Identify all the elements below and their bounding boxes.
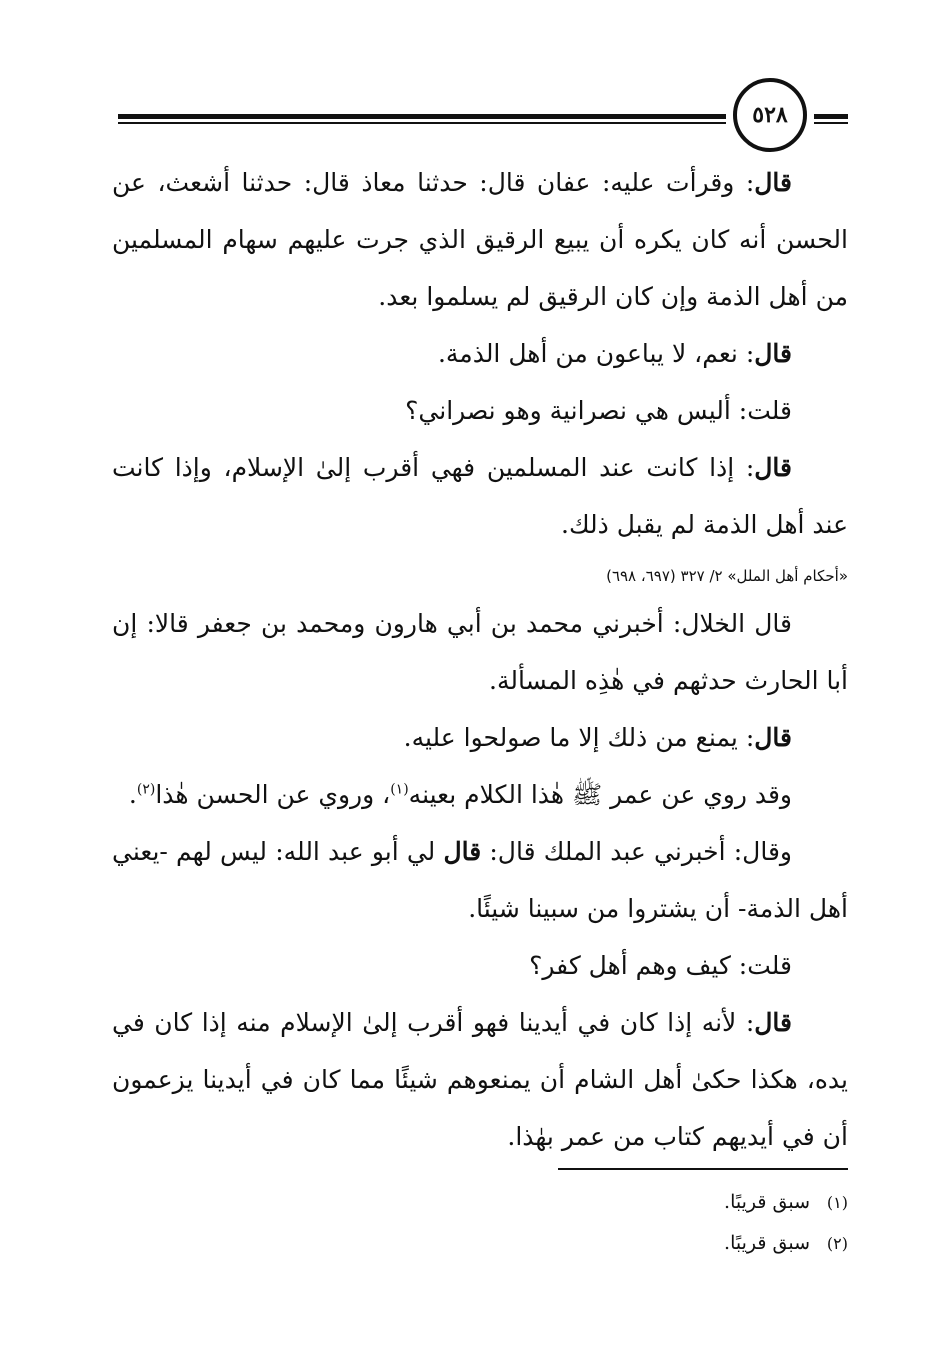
paragraph-text: قلت: أليس هي نصرانية وهو نصراني؟ — [405, 396, 792, 425]
paragraph — [112, 154, 848, 325]
header-rule-right — [814, 114, 848, 124]
page-number: ٥٢٨ — [733, 78, 807, 152]
paragraph-text: : وقرأت عليه: عفان قال: حدثنا معاذ قال: حدثنا أشعث، عن الحسن أنه كان يكره أن يبيع الرقيق الذي جرت عليهم سهام المسلمين من أهل الذمة وإن كان الرقيق لم يسلموا بعد. — [112, 168, 848, 311]
footnotes — [112, 1168, 848, 1264]
footnote-divider — [558, 1168, 848, 1170]
paragraph — [112, 994, 848, 1165]
footnote-text: سبق قريبًا. — [724, 1232, 810, 1254]
paragraph-text: : إذا كانت عند المسلمين فهي أقرب إلىٰ الإسلام، وإذا كانت عند أهل الذمة لم يقبل ذلك. — [112, 453, 848, 539]
paragraph-text: وقال: أخبرني عبد الملك قال: — [481, 837, 792, 866]
footnote — [112, 1182, 848, 1223]
header-rule — [118, 114, 726, 124]
page-body — [112, 154, 848, 1165]
footnote-number: (١) — [826, 1193, 848, 1212]
paragraph — [112, 766, 848, 823]
footnote — [112, 1223, 848, 1264]
speaker-label: قال — [754, 339, 792, 368]
paragraph-text: : نعم، لا يباعون من أهل الذمة. — [437, 339, 755, 368]
paragraph-text: ، وروي عن الحسن هٰذا — [155, 780, 391, 809]
page-header — [118, 76, 848, 160]
paragraph — [112, 595, 848, 709]
footnote-marker[interactable]: (١) — [390, 781, 409, 798]
speaker-label: قال — [754, 723, 792, 752]
footnote-text: سبق قريبًا. — [724, 1191, 810, 1213]
speaker-label: قال — [754, 1008, 792, 1037]
paragraph-text: : يمنع من ذلك إلا ما صولحوا عليه. — [403, 723, 755, 752]
paragraph — [112, 439, 848, 553]
source-reference: «أحكام أهل الملل» ٢/ ٣٢٧ (٦٩٧، ٦٩٨) — [606, 567, 848, 585]
speaker-label: قال — [754, 168, 792, 197]
paragraph-text: لي أبو عبد الله: ليس لهم -يعني أهل الذمة- أن يشتروا من سبينا شيئًا. — [112, 837, 848, 923]
footnote-marker[interactable]: (٢) — [136, 781, 156, 798]
paragraph — [112, 709, 848, 766]
paragraph-text: قلت: كيف وهم أهل كفر؟ — [529, 951, 792, 980]
paragraph-text: قال الخلال: أخبرني محمد بن أبي هارون ومحمد بن جعفر قالا: إن أبا الحارث حدثهم في هٰذِه المسألة. — [112, 609, 848, 695]
paragraph — [112, 382, 848, 439]
paragraph-text: : لأنه إذا كان في أيدينا فهو أقرب إلىٰ الإسلام منه إذا كان في يده، هكذا حكىٰ أهل الشام أن يمنعوهم شيئًا مما كان في أيدينا يزعمون أن في أيديهم كتاب من عمر بهٰذا. — [112, 1008, 848, 1151]
paragraph-text: . — [128, 780, 137, 809]
paragraph-text: وقد روي عن عمر ﷺ هٰذا الكلام بعينه — [408, 780, 792, 809]
speaker-label: قال — [754, 453, 792, 482]
paragraph — [112, 823, 848, 937]
paragraph — [112, 937, 848, 994]
paragraph — [112, 325, 848, 382]
speaker-label: قال — [443, 837, 482, 866]
footnote-number: (٢) — [826, 1234, 848, 1253]
